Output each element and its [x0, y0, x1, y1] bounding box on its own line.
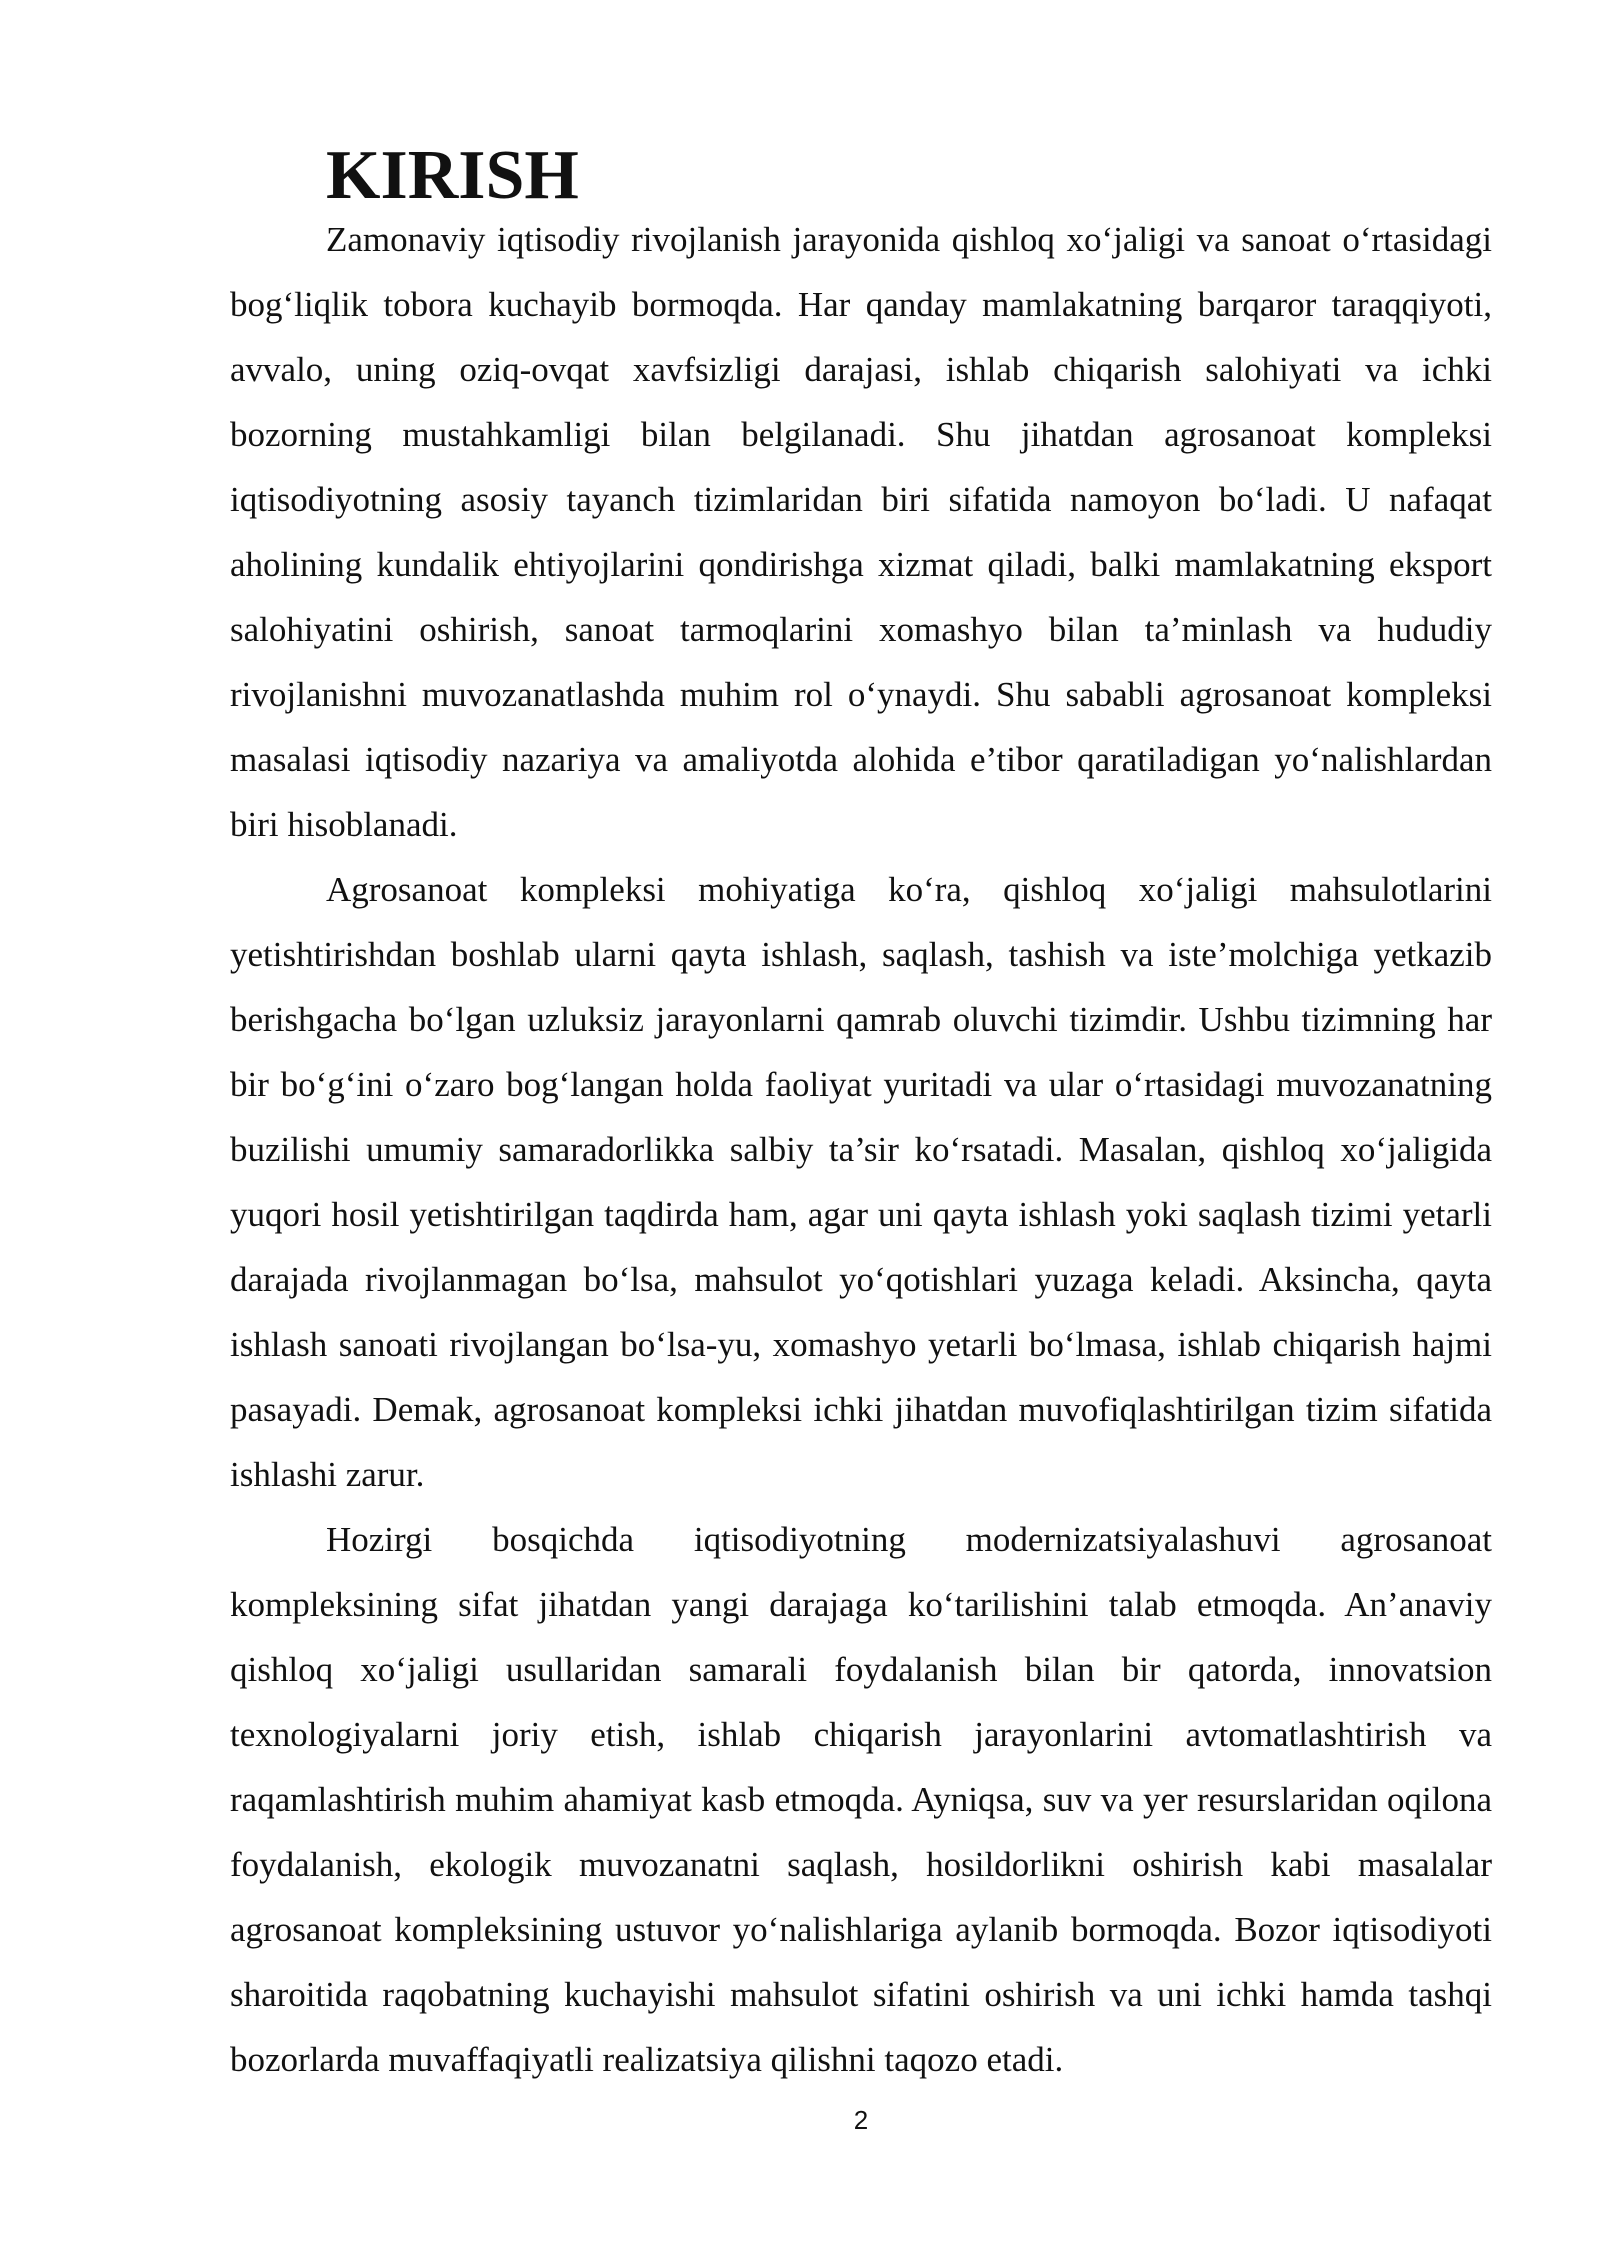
paragraph-1: Zamonaviy iqtisodiy rivojlanish jarayonida qishloq xo‘jaligi va sanoat o‘rtasidagi bog‘liqlik tobora kuchayib bormoqda. Har qanday mamlakatning barqaror taraqqiyoti, avvalo, uning oziq-ovqat xavfsizligi darajasi, ishlab chiqarish salohiyati va ichki bozorning mustahkamligi bilan belgilanadi. Shu jihatdan agrosanoat kompleksi iqtisodiyotning asosiy tayanch tizimlaridan biri sifatida namoyon bo‘ladi. U nafaqat aholining kundalik ehtiyojlarini qondirishga xizmat qiladi, balki mamlakatning eksport salohiyatini oshirish, sanoat tarmoqlarini xomashyo bilan ta’minlash va hududiy rivojlanishni muvozanatlashda muhim rol o‘ynaydi. Shu sababli agrosanoat kompleksi masalasi iqtisodiy nazariya va amaliyotda alohida e’tibor qaratiladigan yo‘nalishlardan biri hisoblanadi. — [230, 220, 1492, 844]
paragraph-2: Agrosanoat kompleksi mohiyatiga ko‘ra, qishloq xo‘jaligi mahsulotlarini yetishtirishdan boshlab ularni qayta ishlash, saqlash, tashish va iste’molchiga yetkazib berishgacha bo‘lgan uzluksiz jarayonlarni qamrab oluvchi tizimdir. Ushbu tizimning har bir bo‘g‘ini o‘zaro bog‘langan holda faoliyat yuritadi va ular o‘rtasidagi muvozanatning buzilishi umumiy samaradorlikka salbiy ta’sir ko‘rsatadi. Masalan, qishloq xo‘jaligida yuqori hosil yetishtirilgan taqdirda ham, agar uni qayta ishlash yoki saqlash tizimi yetarli darajada rivojlanmagan bo‘lsa, mahsulot yo‘qotishlari yuzaga keladi. Aksincha, qayta ishlash sanoati rivojlangan bo‘lsa-yu, xomashyo yetarli bo‘lmasa, ishlab chiqarish hajmi pasayadi. Demak, agrosanoat kompleksi ichki jihatdan muvofiqlashtirilgan tizim sifatida ishlashi zarur. — [230, 870, 1492, 1494]
page-content — [230, 137, 1492, 2092]
section-heading: KIRISH — [326, 137, 579, 214]
page-number: 2 — [853, 2105, 869, 2135]
paragraph-3: Hozirgi bosqichda iqtisodiyotning modernizatsiyalashuvi agrosanoat kompleksining sifat jihatdan yangi darajaga ko‘tarilishini talab etmoqda. An’anaviy qishloq xo‘jaligi usullaridan samarali foydalanish bilan bir qatorda, innovatsion texnologiyalarni joriy etish, ishlab chiqarish jarayonlarini avtomatlashtirish va raqamlashtirish muhim ahamiyat kasb etmoqda. Ayniqsa, suv va yer resurslaridan oqilona foydalanish, ekologik muvozanatni saqlash, hosildorlikni oshirish kabi masalalar agrosanoat kompleksining ustuvor yo‘nalishlariga aylanib bormoqda. Bozor iqtisodiyoti sharoitida raqobatning kuchayishi mahsulot sifatini oshirish va uni ichki hamda tashqi bozorlarda muvaffaqiyatli realizatsiya qilishni taqozo etadi. — [230, 1520, 1492, 2079]
